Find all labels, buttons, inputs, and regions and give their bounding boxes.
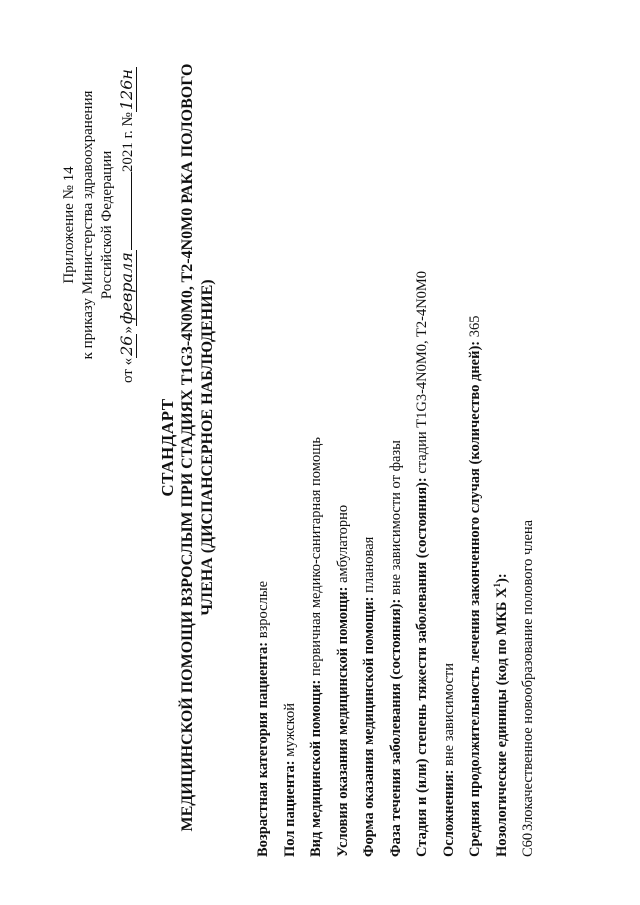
icd-code-row — [515, 37, 541, 857]
param-disease-phase: Фаза течения заболевания (состояния): вне зависимости от фазы — [387, 440, 404, 857]
approval-block — [60, 45, 138, 405]
date-quote: » — [120, 326, 136, 334]
federation-name: Российской Федерации — [99, 150, 115, 300]
date-prefix: от « — [120, 357, 136, 383]
date-year: 2021 г. № — [120, 112, 136, 173]
date-month-handwritten: февраля — [117, 252, 136, 325]
param-treatment-duration: Средняя продолжительность лечения законченного случая (количество дней): 365 — [467, 315, 483, 857]
date-blank-line — [131, 172, 132, 250]
param-nosology-heading: Нозологические единицы (код по МКБ $X^1$): — [491, 573, 510, 857]
param-sex: Пол пациента: мужской — [281, 703, 298, 857]
param-care-conditions: Условия оказания медицинской помощи: амбулаторно — [334, 504, 351, 857]
standard-title-line-1: МЕДИЦИНСКОЙ ПОМОЩИ ВЗРОСЛЫМ ПРИ СТАДИЯХ T1G3-4N0M0, T2-4N0M0 РАКА ПОЛОВОГО — [179, 63, 196, 832]
standard-title — [158, 30, 218, 865]
order-reference: к приказу Министерства здравоохранения — [80, 90, 96, 360]
standard-parameters — [250, 37, 541, 857]
appendix-number: Приложение № 14 — [61, 166, 77, 284]
order-date-line — [117, 45, 138, 405]
param-complications: Осложнения: вне зависимости — [440, 662, 457, 857]
param-disease-stage: Стадия и (или) степень тяжести заболевания (состояния): стадии T1G3-4N0M0, T2-4N0M0 — [414, 270, 430, 857]
date-day-handwritten: 26 — [117, 335, 136, 356]
standard-title-line-2: ЧЛЕНА (ДИСПАНСЕРНОЕ НАБЛЮДЕНИЕ) — [199, 279, 216, 616]
icd-name: Злокачественное новообразование полового члена — [520, 519, 536, 831]
order-number-handwritten: 126н — [117, 69, 136, 111]
param-care-form: Форма оказания медицинской помощи: плановая — [361, 536, 377, 857]
param-age-category: Возрастная категория пациента: взрослые — [255, 580, 271, 857]
icd-code: C60 — [520, 832, 536, 857]
param-care-type: Вид медицинской помощи: первичная медико-санитарная помощь — [308, 437, 324, 857]
standard-heading: СТАНДАРТ — [158, 398, 177, 497]
